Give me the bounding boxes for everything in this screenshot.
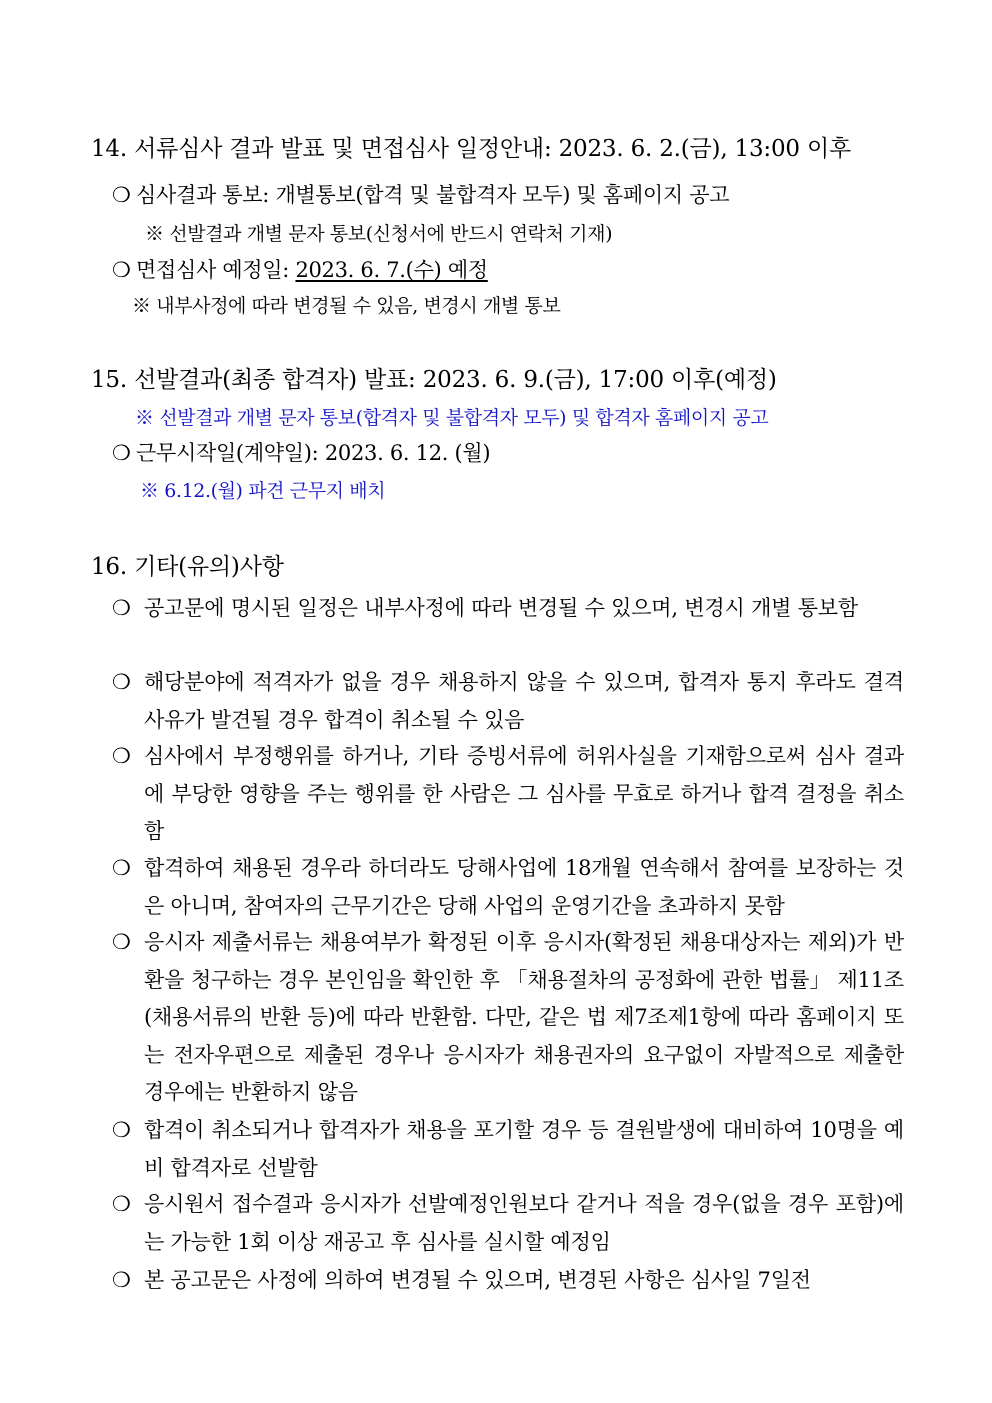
item-text: 공고문에 명시된 일정은 내부사정에 따라 변경될 수 있으며, 변경시 개별 통보함 bbox=[144, 596, 858, 620]
section-15-note-dispatch: ※ 6.12.(월) 파견 근무지 배치 bbox=[140, 480, 386, 502]
bullet-circle-icon: ❍ bbox=[112, 441, 131, 465]
interview-date-underlined: 2023. 6. 7.(수) 예정 bbox=[295, 258, 488, 282]
bullet-circle-icon: ❍ bbox=[112, 258, 131, 282]
section-16-item bbox=[112, 850, 904, 925]
bullet-circle-icon: ❍ bbox=[112, 596, 131, 620]
section-16-item bbox=[112, 1186, 904, 1261]
section-16-item bbox=[112, 1262, 904, 1300]
bullet-circle-icon: ❍ bbox=[112, 1268, 131, 1292]
bullet-circle-icon: ❍ bbox=[112, 930, 131, 954]
bullet-text-prefix: 면접심사 예정일: bbox=[136, 258, 296, 282]
item-text: 해당분야에 적격자가 없을 경우 채용하지 않을 수 있으며, 합격자 통지 후라도 결격사유가 발견될 경우 합격이 취소될 수 있음 bbox=[144, 670, 904, 732]
bullet-text: 심사결과 통보: 개별통보(합격 및 불합격자 모두) 및 홈페이지 공고 bbox=[136, 183, 730, 207]
item-text: 합격하여 채용된 경우라 하더라도 당해사업에 18개월 연속해서 참여를 보장하는 것은 아니며, 참여자의 근무기간은 당해 사업의 운영기간을 초과하지 못함 bbox=[144, 856, 904, 918]
item-text: 심사에서 부정행위를 하거나, 기타 증빙서류에 허위사실을 기재함으로써 심사 결과에 부당한 영향을 주는 행위를 한 사람은 그 심사를 무효로 하거나 합격 결정을 취소함 bbox=[144, 744, 904, 843]
section-14-note-change: ※ 내부사정에 따라 변경될 수 있음, 변경시 개별 통보 bbox=[132, 295, 561, 317]
section-15-bullet-start-date bbox=[112, 438, 490, 468]
section-14-bullet-result-notice bbox=[112, 180, 729, 210]
section-16-item bbox=[112, 924, 904, 1112]
item-text: 본 공고문은 사정에 의하여 변경될 수 있으며, 변경된 사항은 심사일 7일전 bbox=[144, 1268, 811, 1292]
item-text: 합격이 취소되거나 합격자가 채용을 포기할 경우 등 결원발생에 대비하여 10명을 예비 합격자로 선발함 bbox=[144, 1118, 904, 1180]
section-14-heading: 14. 서류심사 결과 발표 및 면접심사 일정안내: 2023. 6. 2.(금), 13:00 이후 bbox=[91, 136, 851, 162]
bullet-circle-icon: ❍ bbox=[112, 856, 131, 880]
bullet-circle-icon: ❍ bbox=[112, 1192, 131, 1216]
bullet-text: 근무시작일(계약일): 2023. 6. 12. (월) bbox=[136, 441, 491, 465]
bullet-circle-icon: ❍ bbox=[112, 183, 131, 207]
item-text: 응시원서 접수결과 응시자가 선발예정인원보다 같거나 적을 경우(없을 경우 포함)에는 가능한 1회 이상 재공고 후 심사를 실시할 예정임 bbox=[144, 1192, 904, 1254]
section-14-note-sms: ※ 선발결과 개별 문자 통보(신청서에 반드시 연락처 기재) bbox=[145, 223, 613, 245]
section-14-bullet-interview-date bbox=[112, 255, 488, 285]
item-text: 응시자 제출서류는 채용여부가 확정된 이후 응시자(확정된 채용대상자는 제외)가 반환을 청구하는 경우 본인임을 확인한 후 「채용절차의 공정화에 관한 법률」 제11조(채용서류의 반환 등)에 따라 반환함. 다만, 같은 법 제7조제1항에 따라 홈페이지 또는 전자우편으로 제출된 경우나 응시자가 채용권자의 요구없이 자발적으로 제출한 경우에는 반환하지 않음 bbox=[144, 930, 904, 1104]
bullet-circle-icon: ❍ bbox=[112, 744, 131, 768]
section-16-item bbox=[112, 738, 904, 851]
section-16-item bbox=[112, 590, 904, 628]
bullet-circle-icon: ❍ bbox=[112, 1118, 131, 1142]
section-15-note-sms: ※ 선발결과 개별 문자 통보(합격자 및 불합격자 모두) 및 합격자 홈페이지 공고 bbox=[135, 407, 769, 429]
section-16-item bbox=[112, 664, 904, 739]
section-15-heading: 15. 선발결과(최종 합격자) 발표: 2023. 6. 9.(금), 17:00 이후(예정) bbox=[91, 367, 777, 393]
section-16-heading: 16. 기타(유의)사항 bbox=[91, 554, 284, 580]
bullet-circle-icon: ❍ bbox=[112, 670, 131, 694]
section-16-item bbox=[112, 1112, 904, 1187]
